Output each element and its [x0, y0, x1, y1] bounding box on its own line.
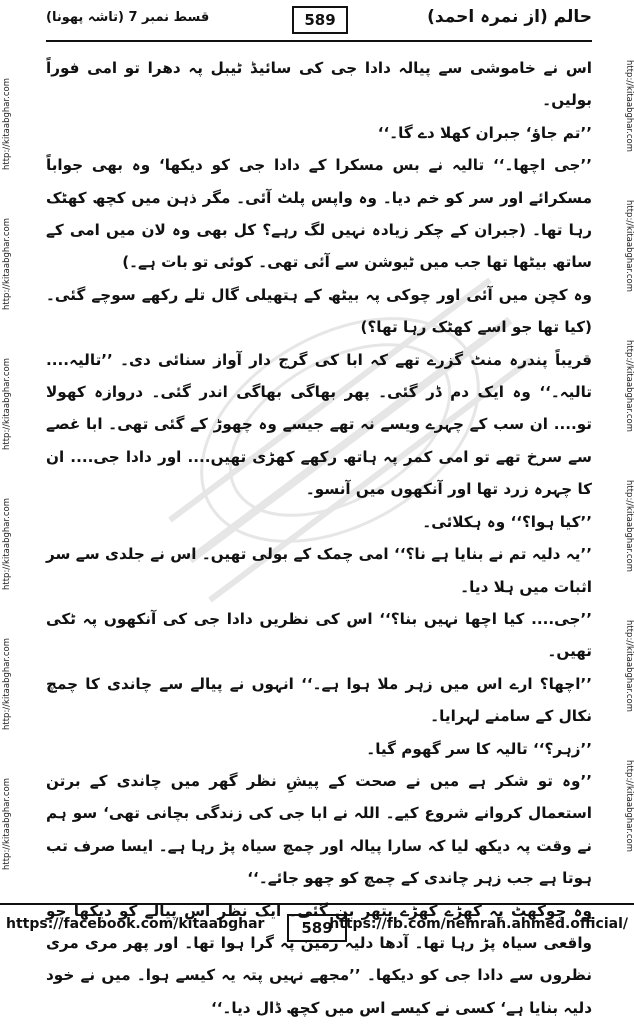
- novel-title: حالم (از نمرہ احمد): [427, 7, 592, 27]
- side-watermark-text: http://kitaabghar.com: [2, 637, 12, 730]
- paragraph-12: وہ چوکھٹ پہ کھڑے کھڑے پتھر بن گئی۔ ایک نظر اس پیالے کو دیکھا جو واقعی سیاہ پڑ رہا تھا۔ آدھا دلیہ زمین پہ گرا ہوا تھا۔ اور پھر مری مری نظروں سے دادا جی کو دیکھا۔ ’’مجھے نہیں پتہ یہ کیسے ہوا۔ میں نے خود دلیہ بنایا ہے‘ کسی نے کیسے اس میں کچھ ڈال دیا۔‘‘: [46, 901, 592, 1017]
- side-watermark-text: http://kitaabghar.com: [624, 60, 634, 153]
- side-watermark-text: http://kitaabghar.com: [624, 200, 634, 293]
- side-watermark-text: http://kitaabghar.com: [624, 620, 634, 713]
- author-facebook-link[interactable]: https://fb.com/nemrah.ahmed.official/: [329, 916, 628, 932]
- page-header: [46, 4, 592, 38]
- story-body: [46, 52, 592, 1024]
- side-watermark-text: http://kitaabghar.com: [624, 760, 634, 853]
- facebook-link[interactable]: https://facebook.com/kitaabghar: [6, 916, 265, 932]
- side-watermark-text: http://kitaabghar.com: [2, 77, 12, 170]
- footer-page-number: 589: [287, 914, 347, 942]
- side-watermark-text: http://kitaabghar.com: [624, 340, 634, 433]
- paragraph-4: وہ کچن میں آئی اور چوکی پہ بیٹھ کے ہتھیلی گال تلے رکھے سوچے گئی۔ (کیا تھا جو اسے کھٹک رہا تھا؟): [46, 285, 592, 337]
- left-side-watermark: [0, 0, 14, 949]
- paragraph-11: ’’وہ تو شکر ہے میں نے صحت کے پیشِ نظر گھر میں چاندی کے برتن استعمال کروانے شروع کیے۔ اللہ نے ابا جی کی زندگی بچانی تھی‘ سو ہم نے وقت پہ دیکھ لیا کہ سارا پیالہ اور چمچ سیاہ پڑ رہا ہے۔ ایسا صرف تب ہوتا ہے جب زہر چاندی کے چمچ کو چھو جائے۔‘‘: [46, 771, 592, 888]
- paragraph-5: قریباً پندرہ منٹ گزرے تھے کہ ابا کی گرج دار آواز سنائی دی۔ ’’تالیہ.... تالیہ۔‘‘ وہ ایک دم ڈر گئی۔ پھر بھاگی بھاگی اندر گئی۔ دروازہ کھولا تو.... ان سب کے چہرے ویسے نہ تھے جیسے وہ چھوڑ کے گئی تھی۔ ابا غصے سے سرخ تھے تو امی کمر پہ ہاتھ رکھے کھڑی تھیں.... اور دادا جی.... ان کا چہرہ زرد تھا اور آنکھوں میں آنسو۔: [46, 350, 592, 499]
- paragraph-6: ’’کیا ہوا؟‘‘ وہ ہکلائی۔: [422, 512, 592, 531]
- paragraph-7: ’’یہ دلیہ تم نے بنایا ہے نا؟‘‘ امی چمک کے بولی تھیں۔ اس نے جلدی سے سر اثبات میں ہلا دیا۔: [46, 545, 592, 596]
- header-page-number: 589: [292, 6, 348, 34]
- side-watermark-text: http://kitaabghar.com: [2, 497, 12, 590]
- paragraph-8: ’’جی.... کیا اچھا نہیں بنا؟‘‘ اس کی نظریں دادا جی کی آنکھوں پہ ٹکی تھیں۔: [46, 609, 592, 661]
- side-watermark-text: http://kitaabghar.com: [2, 777, 12, 870]
- paragraph-1: اس نے خاموشی سے پیالہ دادا جی کی سائیڈ ٹیبل پہ دھرا تو امی فوراً بولیں۔: [46, 59, 592, 110]
- paragraph-2: ’’تم جاؤ‘ جبران کھلا دے گا۔‘‘: [377, 123, 592, 142]
- episode-label: قسط نمبر 7 (تاشہ پھونا): [46, 10, 210, 25]
- page-footer: [0, 906, 634, 946]
- paragraph-9: ’’اچھا؟ ارے اس میں زہر ملا ہوا ہے۔‘‘ انہوں نے پیالے سے چاندی کا چمچ نکال کے سامنے لہرایا۔: [46, 674, 592, 726]
- side-watermark-text: http://kitaabghar.com: [2, 217, 12, 310]
- header-divider: [46, 40, 592, 42]
- paragraph-10: ’’زہر؟‘‘ تالیہ کا سر گھوم گیا۔: [366, 739, 592, 758]
- paragraph-3: ’’جی اچھا۔‘‘ تالیہ نے بس مسکرا کے دادا جی کو دیکھا‘ وہ بھی جواباً مسکرائے اور سر کو خم دیا۔ وہ واپس پلٹ آئی۔ مگر ذہن میں کچھ کھٹک رہا تھا۔ (جبران کے چکر زیادہ نہیں لگ رہے؟ کل بھی وہ لان میں امی کے ساتھ بیٹھا تھا جب میں ٹیوشن سے آئی تھی۔ کوئی تو بات ہے۔): [46, 156, 592, 272]
- right-side-watermark: [620, 0, 634, 949]
- side-watermark-text: http://kitaabghar.com: [624, 480, 634, 573]
- footer-divider: [0, 903, 634, 905]
- side-watermark-text: http://kitaabghar.com: [2, 357, 12, 450]
